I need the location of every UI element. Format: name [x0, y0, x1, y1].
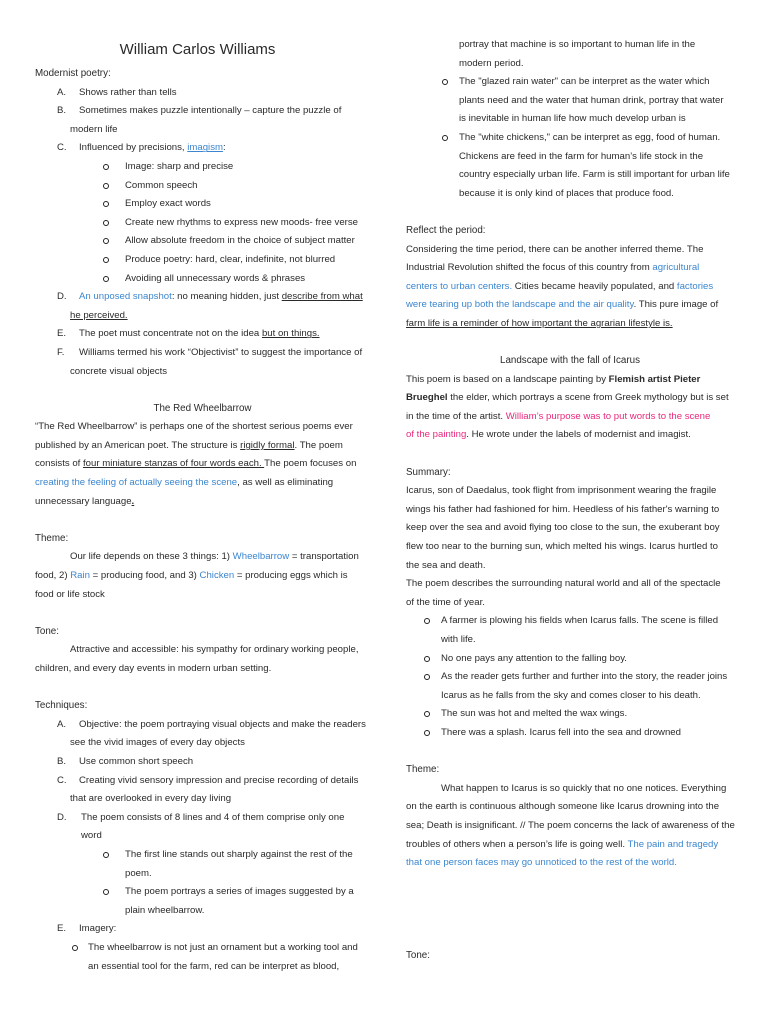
bullet-icon — [103, 220, 109, 226]
bullet: The poem portrays a series of images suggested by a — [35, 883, 370, 902]
bullet: Create new rhythms to express new moods- free verse — [35, 214, 370, 233]
modernist-heading: Modernist poetry: — [35, 68, 111, 79]
bullet-icon — [72, 945, 78, 951]
paragraph-line: This poem is based on a landscape painting by Flemish artist Pieter — [406, 373, 701, 385]
list-item-c: C. Influenced by precisions, imagism: — [57, 142, 226, 154]
bullet-cont: country especially urban life. Farm is still important for urban life — [459, 169, 730, 181]
techniques-heading: Techniques: — [35, 700, 88, 712]
paragraph-line: consists of four miniature stanzas of four words each. The poem focuses on — [35, 458, 357, 470]
paragraph-line: were tearing up both the landscape and the air quality. This pure image of — [406, 299, 719, 311]
bullet: Common speech — [35, 177, 370, 196]
bullet-cont: an essential tool for the farm, red can be interpret as blood, — [88, 960, 340, 972]
bullet-icon — [103, 852, 109, 858]
bullet: As the reader gets further and further into the story, the reader joins — [406, 668, 734, 687]
bullet: Employ exact words — [35, 195, 370, 214]
paragraph-line: What happen to Icarus is so quickly that no one notices. Everything — [441, 782, 727, 794]
paragraph-line: food or life stock — [35, 588, 105, 600]
paragraph-line: unnecessary language. — [35, 495, 135, 507]
bullet-cont: poem. — [125, 867, 152, 879]
theme-heading: Theme: — [35, 532, 69, 544]
bullet-icon — [103, 276, 109, 282]
icarus-theme-heading: Theme: — [406, 764, 440, 776]
paragraph-line: creating the feeling of actually seeing the scene, as well as eliminating — [35, 477, 334, 489]
list-item-b: B. Use common short speech — [57, 755, 194, 767]
bullet-icon — [424, 656, 430, 662]
paragraph-line: Attractive and accessible: his sympathy for ordinary working people, — [70, 644, 359, 656]
paragraph-line: sea; Death is insignificant. // The poem concerns the lack of awareness of the — [406, 819, 735, 831]
paragraph-line: in the time of the artist. William’s purpose was to put words to the scene — [406, 410, 711, 422]
list-item-d: D. An unposed snapshot: no meaning hidden, just describe from what — [57, 291, 363, 303]
bullet-cont: portray that machine is so important to human life in the — [459, 39, 696, 50]
list-item-e: E. The poet must concentrate not on the idea but on things. — [57, 328, 320, 340]
paragraph-line: Brueghel the elder, which portrays a scene from Greek mythology but is set — [406, 392, 729, 404]
icarus-tone-heading: Tone: — [406, 950, 430, 962]
paragraph-line: keep over the sea and avoid flying too close to the sun, the exuberant boy — [406, 522, 720, 534]
bullet-icon — [424, 674, 430, 680]
list-item-d-cont: he perceived. — [70, 309, 128, 321]
bullet-icon — [103, 889, 109, 895]
list-item-d-cont: word — [81, 830, 102, 842]
bullet: The sun was hot and melted the wax wings. — [406, 705, 734, 724]
list-item-a: A. Objective: the poem portraying visual objects and make the readers — [57, 718, 366, 730]
bullet: The "glazed rain water" can be interpret as the water which — [406, 73, 734, 92]
paragraph-line: “The Red Wheelbarrow” is perhaps one of the shortest serious poems ever — [35, 421, 353, 433]
right-column — [406, 36, 734, 966]
list-item-e: E. Imagery: — [57, 923, 117, 935]
bullet-cont: plants need and the water that human drink, portray that water — [459, 94, 724, 106]
bullet: Produce poetry: hard, clear, indefinite, not blurred — [35, 251, 370, 270]
wheelbarrow-heading: The Red Wheelbarrow — [153, 402, 252, 414]
reflect-heading: Reflect the period: — [406, 224, 486, 236]
list-item-f: F. Williams termed his work “Objectivist” to suggest the importance of — [57, 346, 363, 358]
bullet-icon — [103, 257, 109, 263]
paragraph-line: Icarus, son of Daedalus, took flight from imprisonment wearing the fragile — [406, 485, 717, 497]
list-item-c: C. Creating vivid sensory impression and precise recording of details — [57, 774, 359, 786]
left-column — [35, 65, 370, 976]
bullet-cont: Chickens are feed in the farm for human’s life stock in the — [459, 150, 704, 162]
bullet: The wheelbarrow is not just an ornament but a working tool and — [35, 939, 370, 958]
paragraph-line: flew too near to the burning sun, which melted his wings. Icarus hurtled to — [406, 541, 718, 553]
paragraph-line: published by an American poet. The structure is rigidly formal. The poem — [35, 439, 343, 451]
bullet-cont: modern period. — [459, 57, 524, 69]
list-item-b: B. Sometimes makes puzzle intentionally – capture the puzzle of — [57, 105, 342, 117]
bullet-cont: is inevitable in human life how much develop urban is — [459, 113, 686, 125]
paragraph-line: of the time of year. — [406, 596, 485, 608]
paragraph-line: of the painting. He wrote under the labels of modernist and imagist. — [406, 429, 691, 441]
bullet-icon — [103, 183, 109, 189]
list-item-f-cont: concrete visual objects — [70, 365, 168, 377]
paragraph-line: Our life depends on these 3 things: 1) Wheelbarrow = transportation — [70, 551, 359, 563]
imagism-link[interactable]: imagism — [187, 142, 223, 154]
paragraph-line: children, and every day events in modern urban setting. — [35, 663, 272, 674]
paragraph-line: food, 2) Rain = producing food, and 3) Chicken = producing eggs which is — [35, 570, 348, 582]
paragraph-line: that one person faces may go unnoticed to the rest of the world. — [406, 857, 677, 869]
bullet: A farmer is plowing his fields when Icarus falls. The scene is filled — [406, 612, 734, 631]
paragraph-line: Industrial Revolution shifted the focus of this country from agricultural — [406, 262, 700, 274]
bullet-icon — [442, 79, 448, 85]
bullet: Image: sharp and precise — [35, 158, 370, 177]
bullet-icon — [103, 238, 109, 244]
bullet: The "white chickens," can be interpret as egg, food of human. — [406, 129, 734, 148]
bullet: Avoiding all unnecessary words & phrases — [35, 270, 370, 289]
bullet-icon — [442, 135, 448, 141]
paragraph-line: farm life is a reminder of how important the agrarian lifestyle is. — [406, 317, 673, 329]
list-item-c-cont: that are overlooked in every day living — [70, 793, 232, 805]
summary-heading: Summary: — [406, 466, 451, 478]
bullet-cont: Icarus as he falls from the sky and comes closer to his death. — [441, 689, 701, 701]
bullet: Allow absolute freedom in the choice of subject matter — [35, 232, 370, 251]
list-item-d: D. The poem consists of 8 lines and 4 of them comprise only one — [57, 811, 345, 823]
list-item-a-cont: see the vivid images of every day objects — [70, 737, 245, 749]
list-item-b-cont: modern life — [70, 123, 118, 135]
list-item-a: A. Shows rather than tells — [57, 86, 177, 98]
bullet: There was a splash. Icarus fell into the sea and drowned — [406, 724, 734, 743]
bullet: No one pays any attention to the falling boy. — [406, 650, 734, 669]
paragraph-line: wings his father had fashioned for him. Heedless of his father's warning to — [406, 503, 720, 515]
paragraph-line: Considering the time period, there can be another inferred theme. The — [406, 243, 704, 255]
icarus-heading: Landscape with the fall of Icarus — [500, 355, 640, 367]
paragraph-line: The poem describes the surrounding natural world and all of the spectacle — [406, 578, 721, 590]
bullet-icon — [424, 730, 430, 736]
bullet-icon — [103, 164, 109, 170]
bullet: The first line stands out sharply against the rest of the — [35, 846, 370, 865]
bullet-icon — [424, 618, 430, 624]
bullet-cont: because it is only kind of places that produce food. — [459, 187, 674, 199]
paragraph-line: troubles of others when a person’s life is going well. The pain and tragedy — [406, 838, 719, 850]
paragraph-line: the sea and death. — [406, 559, 486, 571]
bullet-icon — [424, 711, 430, 717]
bullet-cont: with life. — [441, 634, 476, 645]
bullet-cont: plain wheelbarrow. — [125, 904, 205, 916]
paragraph-line: on the earth is continuous although someone like Icarus drowning into the — [406, 801, 720, 813]
tone-heading: Tone: — [35, 625, 59, 637]
bullet-icon — [103, 201, 109, 207]
page-title: William Carlos Williams — [119, 41, 276, 58]
paragraph-line: centers to urban centers. Cities became heavily populated, and factories — [406, 280, 714, 292]
